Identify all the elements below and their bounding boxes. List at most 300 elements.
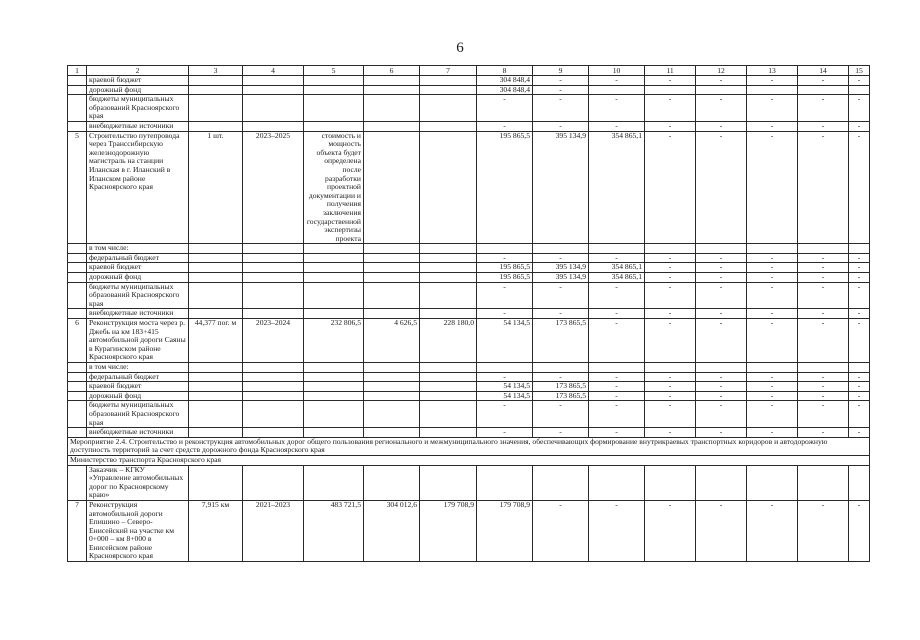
- table-cell: -: [747, 319, 798, 363]
- table-cell: [189, 263, 243, 273]
- table-cell: [364, 401, 420, 428]
- table-cell: -: [747, 401, 798, 428]
- table-cell: -: [589, 309, 645, 319]
- table-cell: [645, 244, 696, 254]
- table-cell: [243, 95, 304, 122]
- name-cell: Реконструкция автомобильной дороги Епишино – Северо-Енисейский на участке км 0+000 – км 8+000 в Енисейском районе Красноярского края: [87, 500, 189, 561]
- table-cell: -: [849, 263, 870, 273]
- table-cell: [420, 95, 477, 122]
- name-cell: в том числе:: [87, 244, 189, 254]
- table-cell: -: [798, 372, 849, 382]
- table-cell: -: [589, 95, 645, 122]
- table-cell: -: [477, 309, 533, 319]
- name-cell: Строительство путепровода через Транссибирскую железнодорожную магистраль на станции Иланская в г. Иланский в Иланском районе Красноярского края: [87, 131, 189, 244]
- table-cell: -: [645, 263, 696, 273]
- table-cell: [243, 263, 304, 273]
- table-cell: [304, 428, 364, 438]
- table-cell: -: [849, 401, 870, 428]
- table-cell: -: [747, 273, 798, 283]
- table-cell: [189, 428, 243, 438]
- table-cell: [243, 76, 304, 86]
- table-cell: [364, 309, 420, 319]
- table-cell: -: [696, 273, 747, 283]
- table-cell: [364, 382, 420, 392]
- table-cell: [364, 131, 420, 244]
- row-number-cell: [68, 85, 87, 95]
- table-cell: -: [589, 382, 645, 392]
- table-cell: [420, 273, 477, 283]
- table-cell: [747, 244, 798, 254]
- table-cell: -: [645, 391, 696, 401]
- table-cell: [798, 244, 849, 254]
- table-cell: [364, 391, 420, 401]
- table-row: [68, 131, 870, 244]
- row-number-cell: [68, 244, 87, 254]
- table-cell: -: [696, 95, 747, 122]
- table-cell: [189, 382, 243, 392]
- table-cell: [798, 465, 849, 500]
- table-cell: [304, 391, 364, 401]
- table-cell: -: [477, 428, 533, 438]
- table-cell: -: [589, 401, 645, 428]
- table-cell: -: [798, 382, 849, 392]
- table-cell: [477, 363, 533, 373]
- table-cell: [420, 131, 477, 244]
- name-cell: бюджеты муниципальных образований Красноярского края: [87, 401, 189, 428]
- table-cell: 2023–2025: [243, 131, 304, 244]
- table-cell: [189, 401, 243, 428]
- table-cell: [304, 309, 364, 319]
- table-cell: [849, 363, 870, 373]
- table-cell: 2023–2024: [243, 319, 304, 363]
- table-cell: [189, 253, 243, 263]
- table-cell: 195 865,5: [477, 131, 533, 244]
- table-cell: -: [696, 319, 747, 363]
- table-cell: [243, 121, 304, 131]
- table-cell: -: [645, 500, 696, 561]
- table-cell: 395 134,9: [533, 273, 589, 283]
- table-cell: -: [533, 85, 589, 95]
- table-cell: [420, 121, 477, 131]
- table-cell: [189, 309, 243, 319]
- table-cell: -: [747, 76, 798, 86]
- table-cell: [364, 363, 420, 373]
- table-cell: -: [589, 319, 645, 363]
- name-cell: бюджеты муниципальных образований Красноярского края: [87, 282, 189, 309]
- name-cell: внебюджетные источники: [87, 428, 189, 438]
- table-cell: 354 865,1: [589, 273, 645, 283]
- table-cell: -: [849, 500, 870, 561]
- table-cell: [747, 363, 798, 373]
- name-cell: федеральный бюджет: [87, 372, 189, 382]
- table-cell: -: [747, 95, 798, 122]
- row-number-cell: [68, 465, 87, 500]
- table-row: [68, 263, 870, 273]
- table-cell: -: [849, 382, 870, 392]
- name-cell: краевой бюджет: [87, 382, 189, 392]
- table-cell: [645, 465, 696, 500]
- table-cell: [420, 282, 477, 309]
- table-cell: [696, 465, 747, 500]
- table-cell: -: [645, 309, 696, 319]
- table-cell: -: [645, 428, 696, 438]
- column-header-14: 14: [798, 66, 849, 76]
- column-header-9: 9: [533, 66, 589, 76]
- column-header-10: 10: [589, 66, 645, 76]
- name-cell: краевой бюджет: [87, 76, 189, 86]
- table-cell: -: [533, 282, 589, 309]
- table-cell: -: [798, 95, 849, 122]
- table-cell: -: [696, 401, 747, 428]
- row-number-cell: [68, 382, 87, 392]
- table-cell: -: [696, 391, 747, 401]
- table-cell: -: [798, 253, 849, 263]
- column-header-11: 11: [645, 66, 696, 76]
- table-cell: 173 865,5: [533, 391, 589, 401]
- table-cell: 4 626,5: [364, 319, 420, 363]
- row-number-cell: 7: [68, 500, 87, 561]
- table-cell: [304, 282, 364, 309]
- table-cell: [645, 363, 696, 373]
- table-cell: -: [533, 500, 589, 561]
- table-row: [68, 282, 870, 309]
- table-cell: -: [696, 263, 747, 273]
- table-cell: -: [747, 263, 798, 273]
- table-cell: -: [477, 401, 533, 428]
- table-cell: -: [849, 131, 870, 244]
- table-cell: -: [849, 282, 870, 309]
- name-cell: бюджеты муниципальных образований Красноярского края: [87, 95, 189, 122]
- table-cell: -: [645, 131, 696, 244]
- table-cell: [420, 76, 477, 86]
- table-cell: -: [849, 273, 870, 283]
- table-row: [68, 428, 870, 438]
- table-row: [68, 363, 870, 373]
- table-cell: -: [696, 253, 747, 263]
- row-number-cell: [68, 282, 87, 309]
- table-cell: -: [747, 372, 798, 382]
- table-cell: [798, 85, 849, 95]
- row-number-cell: [68, 263, 87, 273]
- table-cell: [747, 465, 798, 500]
- table-cell: [189, 282, 243, 309]
- table-cell: 354 865,1: [589, 131, 645, 244]
- table-cell: 395 134,9: [533, 131, 589, 244]
- table-cell: [304, 85, 364, 95]
- table-row: [68, 273, 870, 283]
- column-header-8: 8: [477, 66, 533, 76]
- table-cell: -: [747, 131, 798, 244]
- table-cell: [477, 244, 533, 254]
- table-cell: -: [798, 428, 849, 438]
- table-cell: -: [589, 428, 645, 438]
- table-cell: [364, 121, 420, 131]
- table-cell: [364, 282, 420, 309]
- table-cell: [243, 282, 304, 309]
- table-cell: 179 708,9: [420, 500, 477, 561]
- table-row: [68, 76, 870, 86]
- table-cell: [243, 85, 304, 95]
- name-cell: Реконструкция моста через р. Джебь на км 183+415 автомобильной дороги Саяны в Курагинском районе Красноярского края: [87, 319, 189, 363]
- table-cell: -: [798, 263, 849, 273]
- row-number-cell: [68, 76, 87, 86]
- row-number-cell: [68, 391, 87, 401]
- table-cell: [747, 85, 798, 95]
- table-cell: -: [798, 391, 849, 401]
- table-cell: 195 865,5: [477, 263, 533, 273]
- table-cell: [420, 382, 477, 392]
- table-cell: [477, 465, 533, 500]
- table-cell: [189, 244, 243, 254]
- row-number-cell: [68, 428, 87, 438]
- table-cell: -: [849, 95, 870, 122]
- table-cell: [243, 363, 304, 373]
- table-cell: 179 708,9: [477, 500, 533, 561]
- name-cell: внебюджетные источники: [87, 121, 189, 131]
- table-cell: [243, 382, 304, 392]
- table-cell: -: [645, 95, 696, 122]
- table-cell: [364, 372, 420, 382]
- column-header-6: 6: [364, 66, 420, 76]
- table-cell: 304 848,4: [477, 76, 533, 86]
- row-number-cell: [68, 363, 87, 373]
- table-cell: -: [798, 131, 849, 244]
- table-cell: -: [798, 273, 849, 283]
- table-cell: -: [533, 95, 589, 122]
- table-cell: [189, 121, 243, 131]
- table-cell: -: [849, 121, 870, 131]
- table-cell: 7,915 км: [189, 500, 243, 561]
- table-cell: -: [533, 428, 589, 438]
- table-cell: -: [645, 319, 696, 363]
- row-number-cell: [68, 401, 87, 428]
- table-row: [68, 319, 870, 363]
- table-cell: -: [533, 372, 589, 382]
- table-cell: [304, 121, 364, 131]
- table-cell: [533, 465, 589, 500]
- table-cell: -: [645, 273, 696, 283]
- table-cell: 228 180,0: [420, 319, 477, 363]
- table-row: [68, 95, 870, 122]
- table-cell: -: [798, 76, 849, 86]
- table-cell: 54 134,5: [477, 391, 533, 401]
- table-cell: [304, 263, 364, 273]
- table-cell: [243, 253, 304, 263]
- table-cell: -: [589, 282, 645, 309]
- name-cell: в том числе:: [87, 363, 189, 373]
- row-number-cell: 5: [68, 131, 87, 244]
- table-cell: [364, 428, 420, 438]
- table-cell: [189, 465, 243, 500]
- table-cell: [364, 95, 420, 122]
- table-cell: -: [645, 372, 696, 382]
- table-cell: [304, 244, 364, 254]
- table-row: [68, 309, 870, 319]
- table-cell: -: [696, 121, 747, 131]
- name-cell: дорожный фонд: [87, 85, 189, 95]
- table-row: [68, 465, 870, 500]
- table-row: [68, 244, 870, 254]
- table-cell: [304, 95, 364, 122]
- table-cell: [849, 244, 870, 254]
- table-cell: -: [645, 76, 696, 86]
- table-cell: [420, 391, 477, 401]
- table-cell: -: [747, 253, 798, 263]
- table-cell: -: [747, 309, 798, 319]
- table-cell: 2021–2023: [243, 500, 304, 561]
- table-cell: [189, 95, 243, 122]
- table-cell: -: [589, 372, 645, 382]
- section-heading: Министерство транспорта Красноярского края: [68, 455, 870, 465]
- table-cell: [420, 309, 477, 319]
- column-header-4: 4: [243, 66, 304, 76]
- table-cell: -: [798, 401, 849, 428]
- table-cell: -: [533, 309, 589, 319]
- column-header-3: 3: [189, 66, 243, 76]
- section-heading: Мероприятие 2.4. Строительство и реконструкция автомобильных дорог общего пользования регионального и межмуниципального значения, обеспечивающих формирование внутрикраевых транспортных коридоров и автодорожную доступность территорий за счет средств дорожного фонда Красноярского края: [68, 437, 870, 455]
- table-cell: [420, 244, 477, 254]
- table-cell: [589, 465, 645, 500]
- table-cell: -: [645, 401, 696, 428]
- table-cell: [420, 85, 477, 95]
- table-cell: 54 134,5: [477, 382, 533, 392]
- table-body: [68, 76, 870, 562]
- row-number-cell: [68, 372, 87, 382]
- table-cell: [420, 253, 477, 263]
- table-cell: -: [477, 121, 533, 131]
- table-cell: [243, 244, 304, 254]
- table-cell: -: [798, 319, 849, 363]
- column-header-7: 7: [420, 66, 477, 76]
- table-cell: [364, 465, 420, 500]
- table-row: [68, 401, 870, 428]
- table-cell: -: [477, 95, 533, 122]
- table-cell: -: [533, 121, 589, 131]
- row-number-cell: [68, 309, 87, 319]
- table-row: [68, 253, 870, 263]
- row-number-cell: [68, 95, 87, 122]
- table-cell: -: [533, 76, 589, 86]
- row-number-cell: 6: [68, 319, 87, 363]
- table-cell: [420, 428, 477, 438]
- table-cell: -: [589, 391, 645, 401]
- column-header-13: 13: [747, 66, 798, 76]
- table-cell: -: [477, 253, 533, 263]
- row-number-cell: [68, 253, 87, 263]
- table-cell: -: [645, 121, 696, 131]
- table-cell: -: [747, 282, 798, 309]
- table-cell: [589, 244, 645, 254]
- table-cell: -: [696, 500, 747, 561]
- table-cell: -: [747, 382, 798, 392]
- table-cell: [243, 391, 304, 401]
- table-cell: [533, 244, 589, 254]
- table-cell: -: [747, 428, 798, 438]
- table-cell: -: [747, 121, 798, 131]
- table-cell: [420, 465, 477, 500]
- table-cell: [189, 76, 243, 86]
- column-header-5: 5: [304, 66, 364, 76]
- table-cell: [589, 363, 645, 373]
- column-header-2: 2: [87, 66, 189, 76]
- table-cell: -: [849, 253, 870, 263]
- table-cell: 395 134,9: [533, 263, 589, 273]
- table-cell: [189, 372, 243, 382]
- table-cell: [849, 85, 870, 95]
- table-cell: 304 848,4: [477, 85, 533, 95]
- table-cell: -: [696, 309, 747, 319]
- table-cell: [696, 363, 747, 373]
- page-number: 6: [456, 40, 464, 56]
- table-cell: [849, 465, 870, 500]
- table-cell: 173 865,5: [533, 319, 589, 363]
- table-cell: [533, 363, 589, 373]
- table-cell: [696, 85, 747, 95]
- table-cell: [243, 309, 304, 319]
- table-cell: [304, 382, 364, 392]
- table-cell: -: [696, 382, 747, 392]
- table-cell: [645, 85, 696, 95]
- table-cell: -: [645, 253, 696, 263]
- table-cell: -: [849, 428, 870, 438]
- table-cell: -: [849, 309, 870, 319]
- table-cell: [243, 372, 304, 382]
- table-cell: -: [798, 121, 849, 131]
- name-cell: федеральный бюджет: [87, 253, 189, 263]
- name-cell: внебюджетные источники: [87, 309, 189, 319]
- table-cell: -: [477, 372, 533, 382]
- table-cell: [189, 391, 243, 401]
- table-cell: -: [696, 76, 747, 86]
- table-cell: 232 806,5: [304, 319, 364, 363]
- table-cell: 44,377 пог. м: [189, 319, 243, 363]
- table-cell: -: [747, 500, 798, 561]
- section-row: [68, 455, 870, 465]
- table-cell: -: [798, 309, 849, 319]
- table-cell: -: [849, 76, 870, 86]
- table-row: [68, 500, 870, 561]
- table-cell: [243, 465, 304, 500]
- table-cell: [364, 273, 420, 283]
- table-cell: [304, 401, 364, 428]
- table-cell: -: [696, 131, 747, 244]
- table-cell: -: [589, 253, 645, 263]
- table-cell: [798, 363, 849, 373]
- table-cell: -: [696, 372, 747, 382]
- name-cell: Заказчик – КГКУ «Управление автомобильных дорог по Красноярскому краю»: [87, 465, 189, 500]
- table-cell: [364, 253, 420, 263]
- table-cell: 173 865,5: [533, 382, 589, 392]
- table-cell: [589, 85, 645, 95]
- table-row: [68, 121, 870, 131]
- table-row: [68, 391, 870, 401]
- table-cell: -: [798, 500, 849, 561]
- name-cell: краевой бюджет: [87, 263, 189, 273]
- table-cell: -: [849, 391, 870, 401]
- table-cell: -: [477, 282, 533, 309]
- table-cell: -: [849, 372, 870, 382]
- table-cell: [364, 263, 420, 273]
- table-cell: -: [589, 121, 645, 131]
- table-cell: [304, 465, 364, 500]
- table-cell: [304, 273, 364, 283]
- table-cell: -: [533, 253, 589, 263]
- name-cell: дорожный фонд: [87, 391, 189, 401]
- table-cell: 1 шт.: [189, 131, 243, 244]
- table-cell: -: [696, 282, 747, 309]
- table-cell: -: [589, 500, 645, 561]
- table-cell: [304, 253, 364, 263]
